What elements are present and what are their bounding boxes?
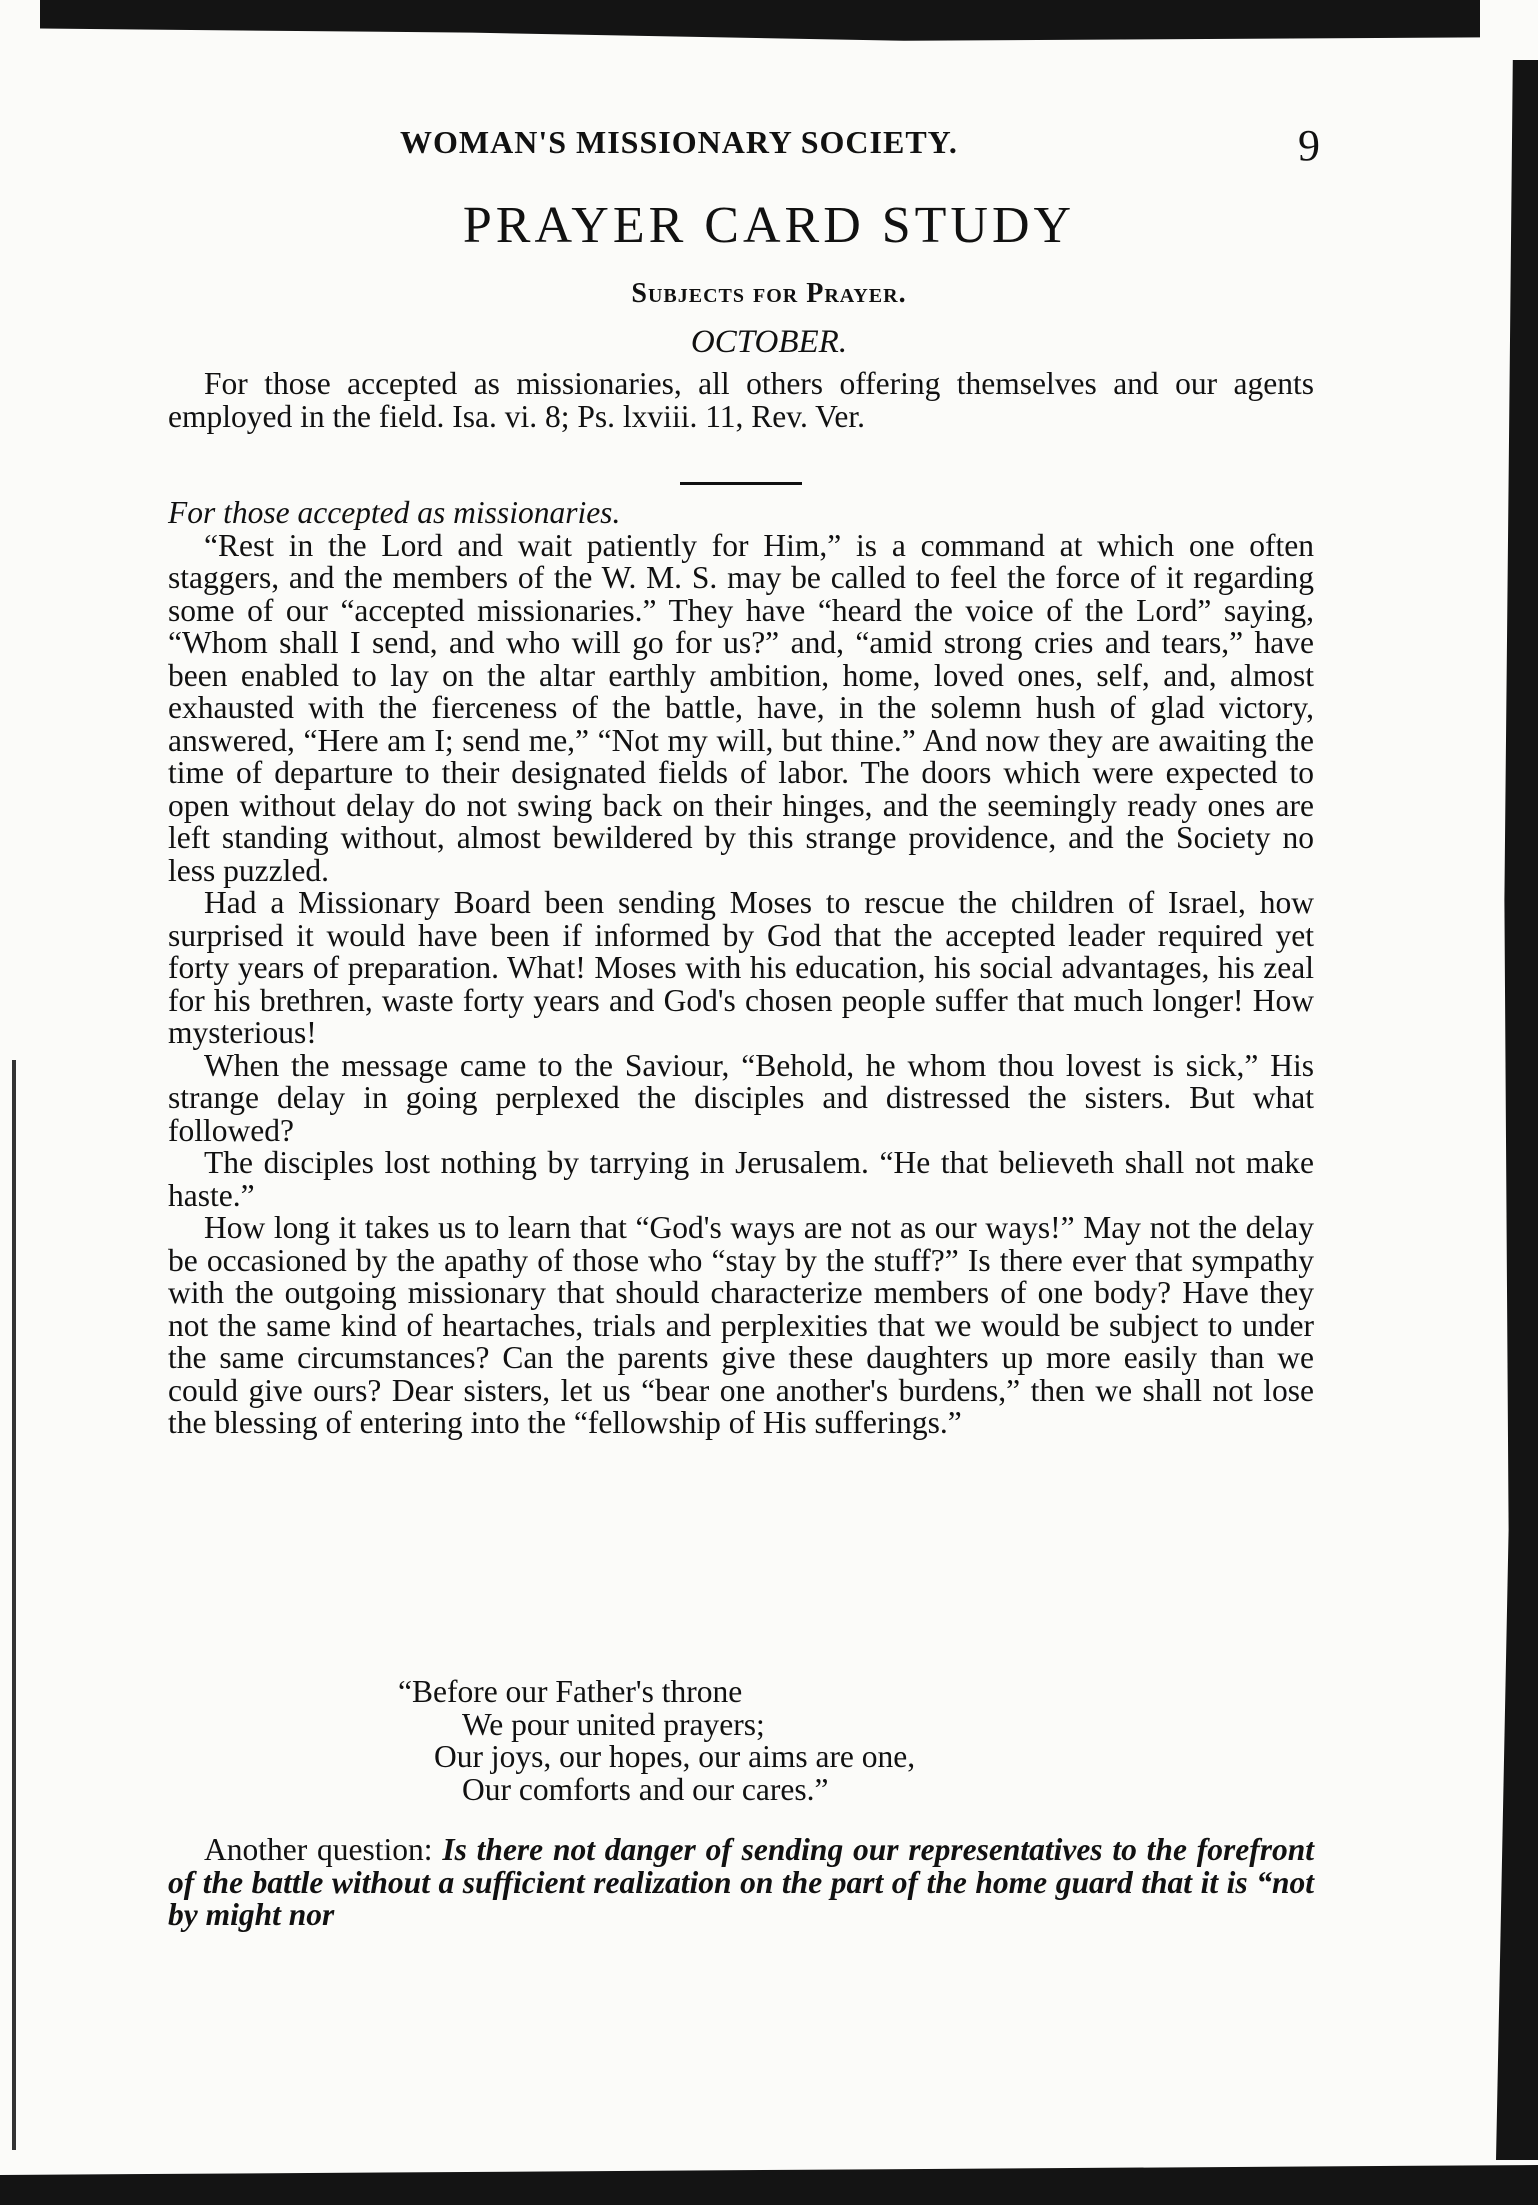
- poem-line: We pour united prayers;: [462, 1706, 765, 1742]
- divider-rule: [680, 482, 802, 485]
- closing-question-text: Is there not danger of sending our representatives to the forefront of the battle without a sufficient realization on the part of the home guard that it is “not by might nor: [168, 1832, 1314, 1932]
- closing-paragraph: [168, 1834, 1314, 1932]
- page-title: PRAYER CARD STUDY: [462, 197, 1076, 254]
- closing-intro: Another question:: [204, 1832, 433, 1867]
- prayer-subject: [168, 368, 1314, 433]
- subject-text: For those accepted as missionaries, all others offering themselves and our agents employed in the field. Isa. vi. 8; Ps. lxviii. 11, Rev. Ver.: [168, 366, 1314, 434]
- poem-line: Our comforts and our cares.”: [462, 1771, 829, 1807]
- page-header: [400, 120, 1320, 170]
- poem-line: “Before our Father's throne: [398, 1674, 743, 1709]
- section-lead: For those accepted as missionaries.: [168, 495, 621, 530]
- paragraph: “Rest in the Lord and wait patiently for Him,” is a command at which one often staggers, and the members of the W. M. S. may be called to feel the force of it regarding some of our “accepted missionaries.” They have “heard the voice of the Lord” saying, “Whom shall I send, and who will go for us?” and, “amid strong cries and tears,” have been enabled to lay on the altar earthly ambition, home, loved ones, self, and, almost exhausted with the fierceness of the battle, have, in the solemn hush of glad victory, answered, “Here am I; send me,” “Not my will, but thine.” And now they are awaiting the time of departure to their designated fields of labor. The doors which were expected to open without delay do not swing back on their hinges, and the seemingly ready ones are left standing without, almost bewildered by this strange providence, and the Society no less puzzled.: [168, 527, 1314, 888]
- scan-edge-right: [1496, 60, 1538, 2160]
- scan-edge-top: [40, 0, 1480, 68]
- subtitle: Subjects for Prayer.: [631, 278, 907, 309]
- paragraph: Had a Missionary Board been sending Moses to rescue the children of Israel, how surprised it would have been if informed by God that the accepted leader required yet forty years of preparation. What! Moses with his education, his social advantages, his zeal for his brethren, waste forty years and God's chosen people suffer that much longer! How mysterious!: [168, 885, 1314, 1050]
- scan-edge-bottom: [0, 2155, 1538, 2205]
- running-title: WOMAN'S MISSIONARY SOCIETY.: [400, 124, 958, 160]
- poem-line: Our joys, our hopes, our aims are one,: [434, 1739, 916, 1774]
- poem-quote: [398, 1676, 915, 1806]
- closing-question: [168, 1834, 1314, 1932]
- page-number: 9: [1298, 121, 1320, 170]
- paragraph: The disciples lost nothing by tarrying in Jerusalem. “He that believeth shall not make haste.”: [168, 1145, 1314, 1213]
- scan-edge-left: [12, 1060, 16, 2150]
- paragraph: How long it takes us to learn that “God's ways are not as our ways!” May not the delay be occasioned by the apathy of those who “stay by the stuff?” Is there ever that sympathy with the outgoing missionary that should characterize members of one body? Have they not the same kind of heartaches, trials and perplexities that we would be subject to under the same circumstances? Can the parents give these daughters up more easily than we could give ours? Dear sisters, let us “bear one another's burdens,” then we shall not lose the blessing of entering into the “fellowship of His sufferings.”: [168, 1210, 1314, 1440]
- paragraph: When the message came to the Saviour, “Behold, he whom thou lovest is sick,” His strange delay in going perplexed the disciples and distressed the sisters. But what followed?: [168, 1047, 1314, 1148]
- article-body: [168, 497, 1314, 1440]
- month-heading: OCTOBER.: [690, 324, 848, 360]
